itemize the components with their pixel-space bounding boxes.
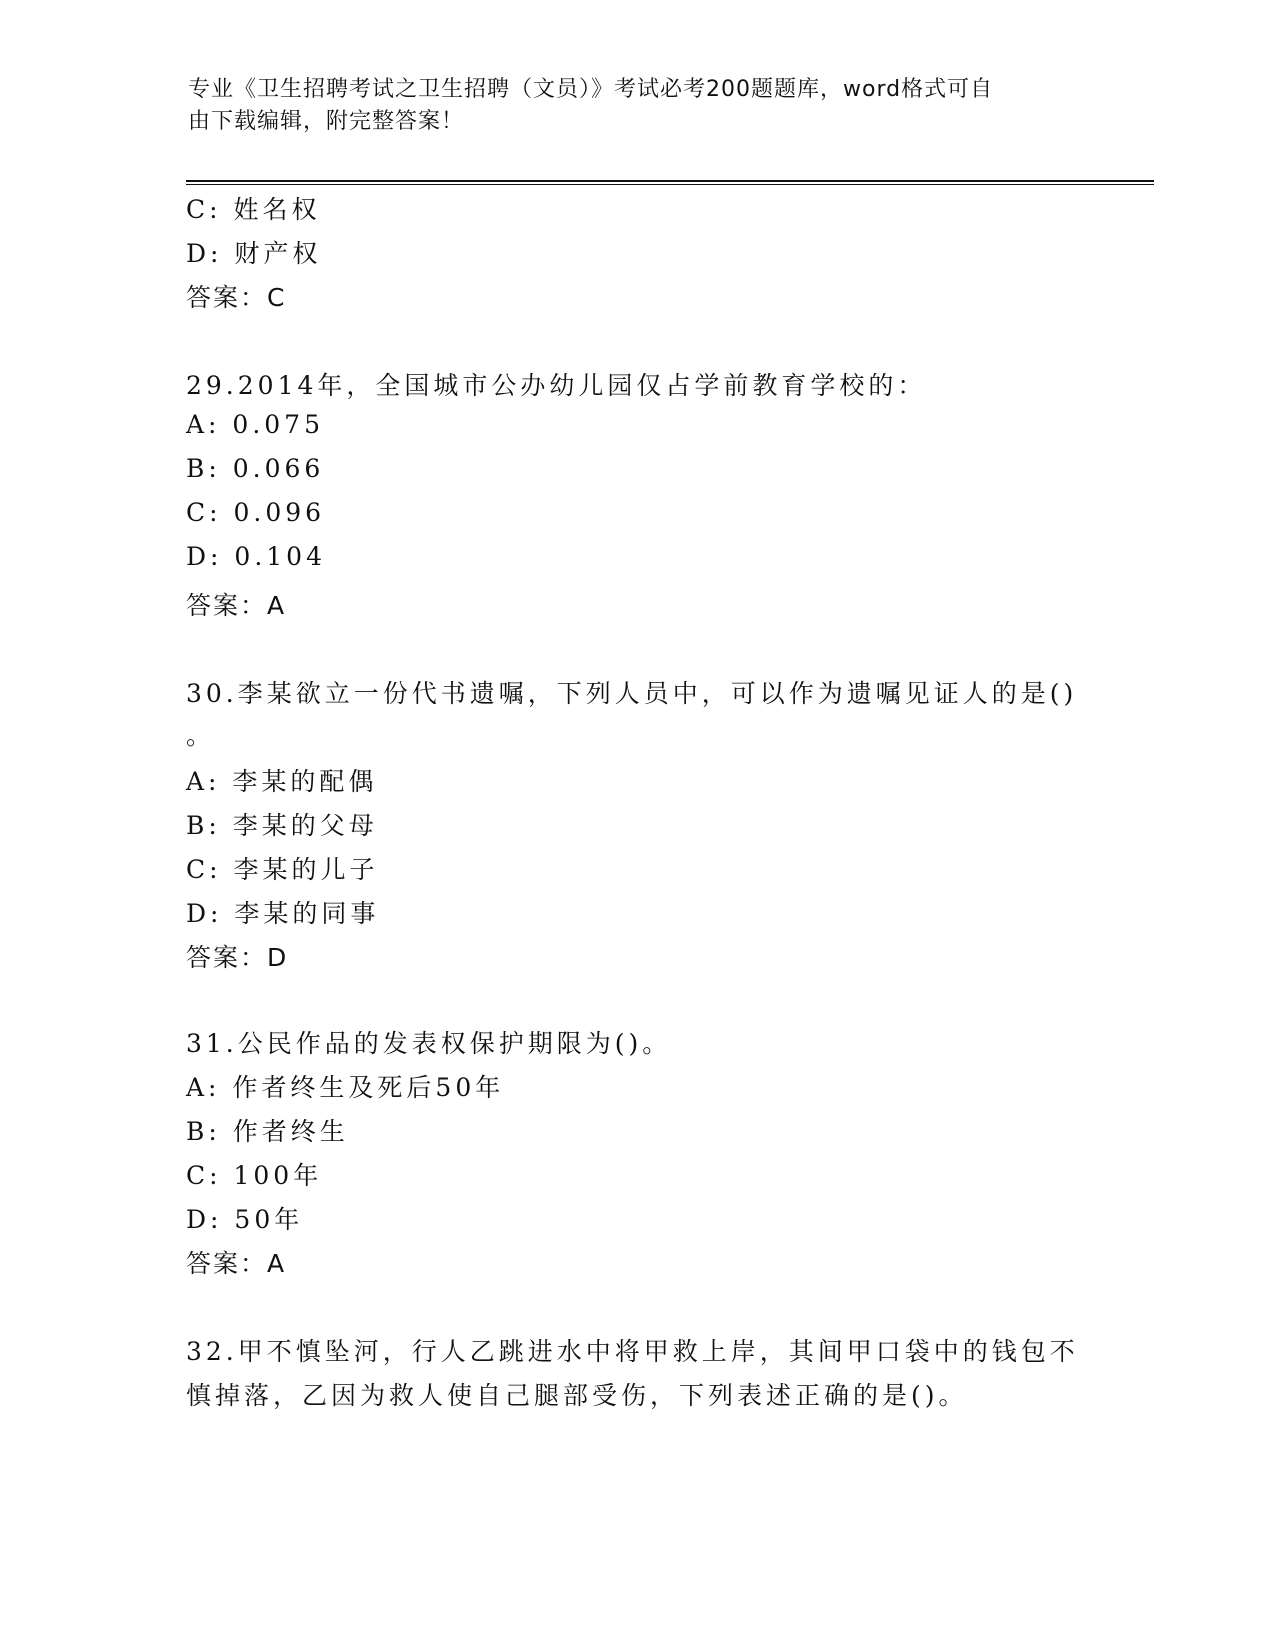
q30-question-line-2: 。 (186, 721, 216, 750)
q29-option-d: D: 0.104 (186, 542, 326, 571)
q31-answer: 答案：A (186, 1249, 287, 1278)
q31-question: 31.公民作品的发表权保护期限为()。 (186, 1029, 672, 1058)
q30-option-d: D: 李某的同事 (186, 899, 380, 928)
q29-option-b: B: 0.066 (186, 454, 325, 483)
q28-answer: 答案：C (186, 283, 287, 312)
q32-question-line-1: 32.甲不慎坠河，行人乙跳进水中将甲救上岸，其间甲口袋中的钱包不 (186, 1337, 1079, 1366)
q31-option-d: D: 50年 (186, 1205, 304, 1234)
header-title-line-1: 专业《卫生招聘考试之卫生招聘（文员）》考试必考200题题库，word格式可自 (188, 77, 994, 102)
q29-option-a: A: 0.075 (186, 410, 324, 439)
q31-option-b: B: 作者终生 (186, 1117, 349, 1146)
q31-option-c: C: 100年 (186, 1161, 323, 1190)
header-divider-thick (186, 180, 1154, 182)
q30-option-b: B: 李某的父母 (186, 811, 378, 840)
q32-question-line-2: 慎掉落，乙因为救人使自己腿部受伤，下列表述正确的是()。 (186, 1381, 968, 1410)
q30-option-a: A: 李某的配偶 (186, 767, 378, 796)
q31-option-a: A: 作者终生及死后50年 (186, 1073, 505, 1102)
q29-option-c: C: 0.096 (186, 498, 326, 527)
q29-answer: 答案：A (186, 591, 287, 620)
q29-question: 29.2014年，全国城市公办幼儿园仅占学前教育学校的： (186, 371, 927, 400)
q28-option-d: D: 财产权 (186, 239, 322, 268)
q30-question-line-1: 30.李某欲立一份代书遗嘱，下列人员中，可以作为遗嘱见证人的是() (186, 679, 1078, 708)
q30-option-c: C: 李某的儿子 (186, 855, 379, 884)
q30-answer: 答案：D (186, 943, 289, 972)
document-header (188, 74, 1068, 138)
header-title-line-2: 由下载编辑，附完整答案！ (188, 109, 465, 134)
header-divider-thin (186, 184, 1154, 185)
q28-option-c: C: 姓名权 (186, 195, 321, 224)
